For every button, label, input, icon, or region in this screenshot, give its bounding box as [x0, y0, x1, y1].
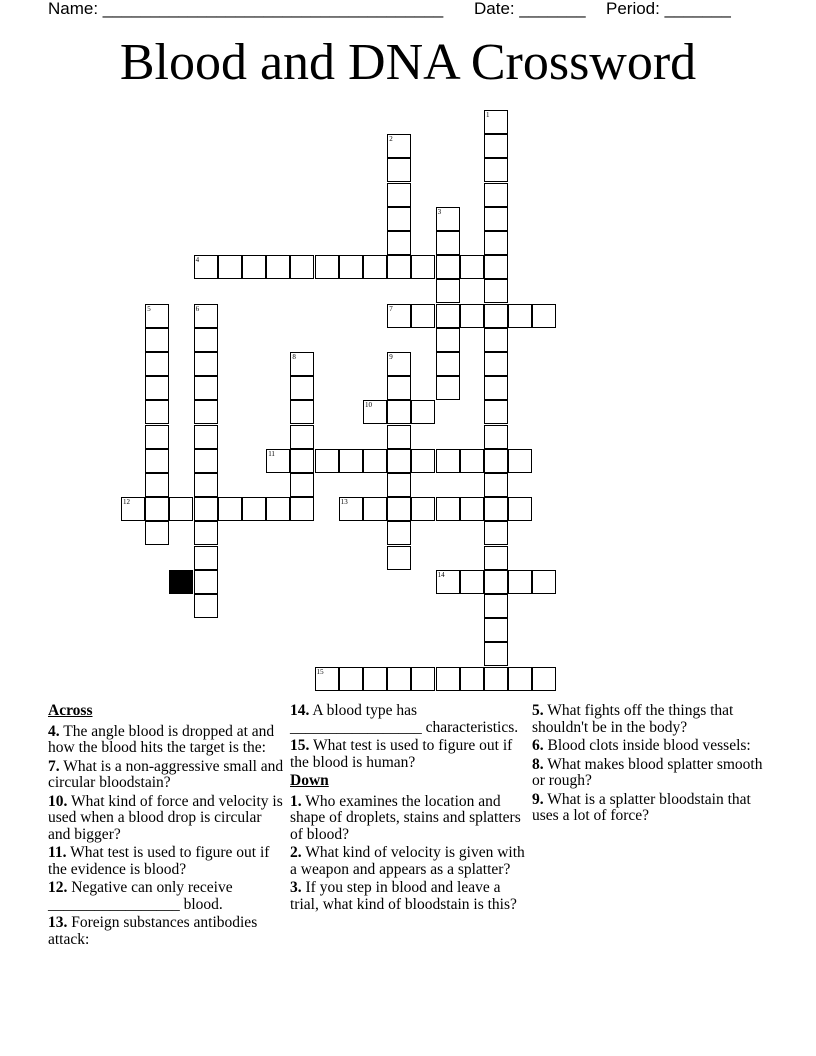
grid-cell[interactable] — [194, 546, 218, 570]
clue-item-number: 4. — [48, 722, 60, 740]
grid-cell[interactable] — [411, 400, 435, 424]
grid-cell[interactable] — [387, 546, 411, 570]
grid-cell[interactable] — [387, 158, 411, 182]
grid-cell[interactable] — [484, 642, 508, 666]
grid-cell[interactable] — [460, 304, 484, 328]
grid-cell[interactable] — [436, 255, 460, 279]
clue-item — [290, 794, 526, 844]
clue-number: 14 — [437, 570, 445, 579]
period-field[interactable]: Period: _______ — [606, 0, 731, 18]
clue-number: 10 — [365, 401, 372, 410]
grid-cell[interactable] — [508, 449, 532, 473]
grid-cell[interactable] — [387, 183, 411, 207]
down-clues-list — [290, 794, 526, 914]
grid-cell[interactable] — [436, 328, 460, 352]
grid-cell[interactable] — [484, 473, 508, 497]
clue-item-text: What kind of velocity is given with a weapon and appears as a splatter? — [290, 844, 525, 878]
black-cell — [169, 570, 193, 594]
clue-item-text: What makes blood splatter smooth or rough? — [532, 755, 763, 789]
grid-cell[interactable] — [508, 497, 532, 521]
grid-cell[interactable] — [194, 497, 218, 521]
grid-cell[interactable] — [145, 473, 169, 497]
grid-cell[interactable] — [436, 207, 460, 231]
clue-number: 2 — [389, 135, 393, 144]
clue-item — [532, 757, 768, 790]
clue-item — [48, 880, 284, 913]
grid-cell[interactable] — [484, 376, 508, 400]
down-heading: Down — [290, 772, 329, 789]
clues-column-1 — [48, 703, 284, 950]
grid-cell[interactable] — [145, 328, 169, 352]
grid-cell[interactable] — [339, 497, 363, 521]
grid-cell[interactable] — [363, 449, 387, 473]
grid-cell[interactable] — [363, 255, 387, 279]
grid-cell[interactable] — [121, 497, 145, 521]
clue-item-number: 1. — [290, 792, 302, 810]
clue-item-text: Who examines the location and shape of droplets, stains and splatters of blood? — [290, 792, 521, 843]
clue-item-number: 5. — [532, 702, 544, 719]
grid-cell[interactable] — [339, 449, 363, 473]
grid-cell[interactable] — [145, 304, 169, 328]
clue-item-number: 9. — [532, 790, 544, 808]
grid-cell[interactable] — [339, 255, 363, 279]
grid-cell[interactable] — [484, 304, 508, 328]
clue-item-text: A blood type has _________________ characteristics. — [290, 702, 519, 736]
grid-cell[interactable] — [484, 497, 508, 521]
grid-cell[interactable] — [411, 255, 435, 279]
grid-cell[interactable] — [194, 304, 218, 328]
grid-cell[interactable] — [363, 400, 387, 424]
grid-cell[interactable] — [484, 183, 508, 207]
grid-cell[interactable] — [387, 231, 411, 255]
grid-cell[interactable] — [387, 400, 411, 424]
grid-cell[interactable] — [436, 279, 460, 303]
clue-item-number: 7. — [48, 757, 60, 775]
name-field[interactable]: Name: ____________________________________ — [48, 0, 444, 18]
grid-cell[interactable] — [484, 134, 508, 158]
grid-cell[interactable] — [266, 255, 290, 279]
grid-cell[interactable] — [484, 328, 508, 352]
clue-item-number: 15. — [290, 737, 310, 754]
grid-cell[interactable] — [242, 255, 266, 279]
grid-cell[interactable] — [290, 449, 314, 473]
grid-cell[interactable] — [411, 304, 435, 328]
across-heading: Across — [48, 702, 93, 719]
across-clues-list-continued — [290, 703, 526, 771]
clue-item — [290, 703, 526, 736]
grid-cell[interactable] — [484, 352, 508, 376]
grid-cell[interactable] — [460, 570, 484, 594]
grid-cell[interactable] — [387, 255, 411, 279]
grid-cell[interactable] — [387, 667, 411, 691]
grid-cell[interactable] — [315, 255, 339, 279]
clue-item — [290, 845, 526, 878]
clue-number: 8 — [292, 353, 296, 361]
grid-cell[interactable] — [218, 497, 242, 521]
clues-column-3 — [532, 703, 768, 827]
grid-cell[interactable] — [460, 667, 484, 691]
grid-cell[interactable] — [339, 667, 363, 691]
clue-item-text: What kind of force and velocity is used when a blood drop is circular and bigger? — [48, 792, 283, 843]
grid-cell[interactable] — [194, 473, 218, 497]
clue-item — [532, 738, 768, 755]
clue-item — [48, 794, 284, 844]
clue-item — [48, 759, 284, 792]
grid-cell[interactable] — [218, 255, 242, 279]
clue-number: 3 — [437, 207, 442, 216]
grid-cell[interactable] — [290, 473, 314, 497]
grid-cell[interactable] — [387, 521, 411, 545]
clue-item-text: What is a splatter bloodstain that uses a lot of force? — [532, 790, 751, 824]
clue-item — [290, 880, 526, 913]
clue-item — [532, 792, 768, 825]
page-title: Blood and DNA Crossword — [119, 34, 697, 91]
grid-cell[interactable] — [460, 255, 484, 279]
clue-number: 13 — [340, 498, 348, 507]
clue-item-number: 12. — [48, 879, 68, 896]
grid-cell[interactable] — [484, 594, 508, 618]
clue-item-number: 13. — [48, 914, 68, 931]
grid-cell[interactable] — [484, 400, 508, 424]
grid-cell[interactable] — [145, 497, 169, 521]
clue-item-number: 8. — [532, 755, 544, 773]
clue-item-number: 2. — [290, 844, 302, 861]
clue-number: 11 — [268, 449, 275, 458]
grid-cell[interactable] — [145, 400, 169, 424]
clue-item-text: Foreign substances antibodies attack: — [48, 914, 258, 948]
grid-cell[interactable] — [484, 207, 508, 231]
grid-cell[interactable] — [387, 425, 411, 449]
clue-item-number: 14. — [290, 702, 310, 719]
grid-cell[interactable] — [436, 231, 460, 255]
grid-cell[interactable] — [484, 618, 508, 642]
grid-cell[interactable] — [387, 473, 411, 497]
grid-cell[interactable] — [387, 497, 411, 521]
grid-cell[interactable] — [169, 497, 193, 521]
grid-cell[interactable] — [387, 207, 411, 231]
clue-item — [48, 915, 284, 948]
clue-item-text: What is a non-aggressive small and circular bloodstain? — [48, 757, 284, 791]
grid-cell[interactable] — [436, 304, 460, 328]
grid-cell[interactable] — [436, 570, 460, 594]
grid-cell[interactable] — [387, 134, 411, 158]
grid-cell[interactable] — [145, 352, 169, 376]
clue-item-text: If you step in blood and leave a trial, what kind of bloodstain is this? — [290, 879, 517, 913]
grid-cell[interactable] — [532, 667, 556, 691]
grid-cell[interactable] — [387, 352, 411, 376]
grid-cell[interactable] — [363, 497, 387, 521]
grid-cell[interactable] — [266, 449, 290, 473]
grid-cell[interactable] — [194, 521, 218, 545]
grid-cell[interactable] — [484, 158, 508, 182]
clue-number: 12 — [123, 498, 130, 507]
grid-cell[interactable] — [194, 425, 218, 449]
clue-item-text: What test is used to figure out if the blood is human? — [290, 737, 513, 771]
clues-column-2 — [290, 703, 526, 915]
clue-item — [532, 703, 768, 736]
grid-cell[interactable] — [194, 594, 218, 618]
grid-cell[interactable] — [484, 231, 508, 255]
grid-cell[interactable] — [484, 425, 508, 449]
grid-cell[interactable] — [484, 667, 508, 691]
grid-cell[interactable] — [411, 449, 435, 473]
grid-cell[interactable] — [484, 570, 508, 594]
clue-number: 5 — [147, 304, 151, 313]
clue-number: 15 — [316, 667, 324, 676]
grid-cell[interactable] — [290, 352, 314, 376]
grid-cell[interactable] — [411, 667, 435, 691]
grid-cell[interactable] — [290, 400, 314, 424]
grid-cell[interactable] — [145, 425, 169, 449]
grid-cell[interactable] — [436, 352, 460, 376]
clue-item-number: 6. — [532, 737, 544, 754]
clue-item-text: What test is used to figure out if the evidence is blood? — [48, 844, 270, 878]
clue-number: 7 — [389, 304, 393, 313]
grid-cell[interactable] — [460, 449, 484, 473]
down-clues-list-continued — [532, 703, 768, 825]
grid-cell[interactable] — [436, 449, 460, 473]
grid-cell[interactable] — [411, 497, 435, 521]
clue-item-number: 3. — [290, 879, 302, 896]
clue-item — [290, 738, 526, 771]
grid-cell[interactable] — [145, 449, 169, 473]
grid-cell[interactable] — [194, 376, 218, 400]
clue-item-text: Negative can only receive _________________ blood. — [48, 879, 233, 913]
grid-cell[interactable] — [266, 497, 290, 521]
grid-cell[interactable] — [315, 449, 339, 473]
grid-cell[interactable] — [363, 667, 387, 691]
grid-cell[interactable] — [484, 449, 508, 473]
grid-cell[interactable] — [508, 304, 532, 328]
clue-item — [48, 845, 284, 878]
clue-number: 6 — [195, 304, 200, 313]
grid-cell[interactable] — [508, 667, 532, 691]
grid-cell[interactable] — [194, 400, 218, 424]
grid-cell[interactable] — [387, 449, 411, 473]
grid-cell[interactable] — [315, 667, 339, 691]
grid-cell[interactable] — [194, 352, 218, 376]
grid-cell[interactable] — [290, 255, 314, 279]
clue-number: 9 — [389, 353, 393, 361]
clue-number: 1 — [486, 111, 490, 119]
grid-cell[interactable] — [145, 376, 169, 400]
grid-cell[interactable] — [290, 376, 314, 400]
clue-number: 4 — [195, 256, 200, 265]
clue-item-text: What fights off the things that shouldn't be in the body? — [532, 702, 734, 736]
clue-item-text: The angle blood is dropped at and how the blood hits the target is the: — [48, 722, 275, 756]
grid-cell[interactable] — [290, 497, 314, 521]
grid-cell[interactable] — [484, 521, 508, 545]
grid-cell[interactable] — [194, 570, 218, 594]
clue-item — [48, 724, 284, 757]
grid-cell[interactable] — [242, 497, 266, 521]
grid-cell[interactable] — [194, 328, 218, 352]
grid-cell[interactable] — [484, 110, 508, 134]
grid-cell[interactable] — [387, 304, 411, 328]
grid-cell[interactable] — [508, 570, 532, 594]
grid-cell[interactable] — [460, 497, 484, 521]
clue-item-number: 11. — [48, 844, 67, 861]
grid-cell[interactable] — [387, 376, 411, 400]
grid-cell[interactable] — [194, 449, 218, 473]
clue-item-text: Blood clots inside blood vessels: — [547, 737, 751, 754]
clue-item-number: 10. — [48, 792, 68, 810]
grid-cell[interactable] — [532, 304, 556, 328]
across-clues-list — [48, 724, 284, 949]
grid-cell[interactable] — [484, 255, 508, 279]
grid-cell[interactable] — [532, 570, 556, 594]
grid-cell[interactable] — [290, 425, 314, 449]
grid-cell[interactable] — [436, 376, 460, 400]
grid-cell[interactable] — [484, 546, 508, 570]
grid-cell[interactable] — [194, 255, 218, 279]
grid-cell[interactable] — [436, 667, 460, 691]
date-field[interactable]: Date: _______ — [474, 0, 586, 18]
grid-cell[interactable] — [436, 497, 460, 521]
grid-cell[interactable] — [484, 279, 508, 303]
grid-cell[interactable] — [145, 521, 169, 545]
